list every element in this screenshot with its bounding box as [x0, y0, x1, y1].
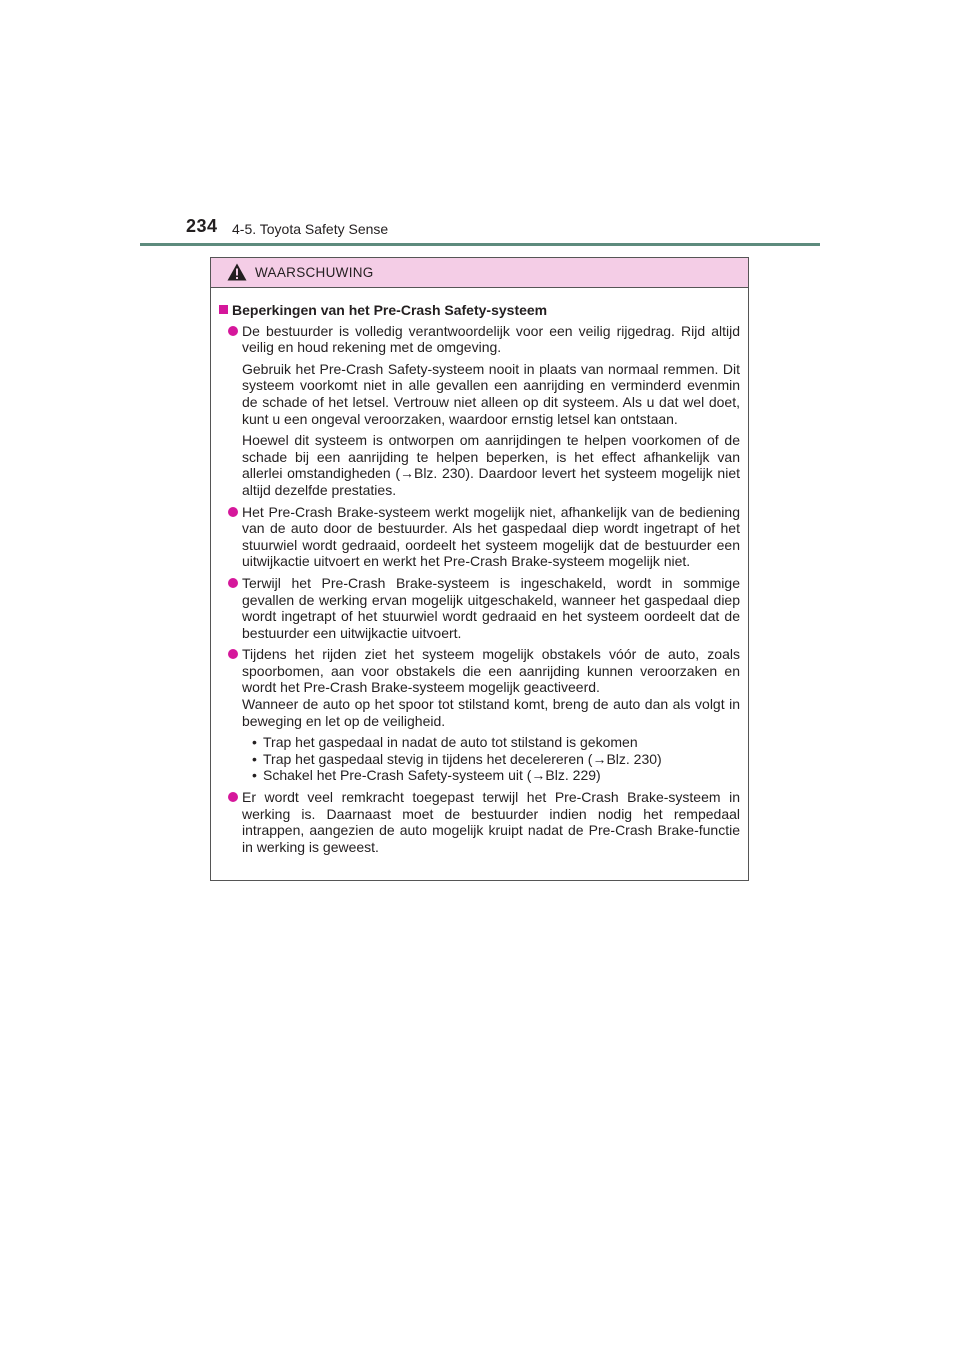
sub-list-item: • Trap het gaspedaal stevig in tijdens het decelereren (→Blz. 230) — [252, 751, 740, 768]
paragraph: Er wordt veel remkracht toegepast terwijl het Pre-Crash Brake-systeem in werking is. Daarnaast moet de bestuurder indien nodig het rempedaal intrappen, aangezien de auto mogelijk kruipt nadat de Pre-Crash Brake-functie in werking is geweest. — [242, 789, 740, 855]
paragraph: Gebruik het Pre-Crash Safety-systeem nooit in plaats van normaal remmen. Dit systeem voorkomt niet in alle gevallen een aanrijding en verminderd evenmin de schade of het letsel. Vertrouw niet alleen op dit systeem. Als u dat wel doet, kunt u een ongeval veroorzaken, waardoor ernstig letsel kan ontstaan. — [242, 360, 740, 427]
section-title: 4-5. Toyota Safety Sense — [232, 221, 389, 237]
sub-list-item: • Schakel het Pre-Crash Safety-systeem uit (→Blz. 229) — [252, 767, 740, 784]
page-number: 234 — [186, 216, 218, 236]
paragraph: Hoewel dit systeem is ontworpen om aanrijdingen te helpen voorkomen of de schade bij een aanrijding te helpen beperken, is het effect afhankelijk van allerlei omstandigheden (→Blz. 230). Daardoor levert het systeem mogelijk niet altijd dezelfde prestaties. — [242, 432, 740, 498]
square-bullet-icon — [219, 305, 228, 314]
list-item — [219, 323, 740, 499]
warning-box — [210, 257, 749, 881]
list-item — [219, 646, 740, 784]
bullet-dot-icon — [228, 578, 238, 588]
list-item — [219, 504, 740, 570]
paragraph: Wanneer de auto op het spoor tot stilstand komt, breng de auto dan als volgt in beweging en let op de veiligheid. — [242, 696, 740, 729]
warning-body — [211, 288, 748, 855]
header-divider — [140, 243, 820, 246]
bullet-dot-icon — [228, 326, 238, 336]
paragraph: Tijdens het rijden ziet het systeem mogelijk obstakels vóór de auto, zoals spoorbomen, aan voor obstakels die een aanrijding kunnen veroorzaken en wordt het Pre-Crash Brake-systeem mogelijk geactiveerd. — [242, 646, 740, 696]
paragraph: Terwijl het Pre-Crash Brake-systeem is ingeschakeld, wordt in sommige gevallen de werking ervan mogelijk uitgeschakeld, wanneer het gaspedaal diep wordt ingetrapt of het stuurwiel wordt gedraaid en het systeem oordeelt dat de bestuurder een uitwijkactie uitvoert. — [242, 574, 740, 641]
sub-list-item: • Trap het gaspedaal in nadat de auto tot stilstand is gekomen — [252, 734, 740, 751]
warning-triangle-icon — [227, 263, 247, 281]
warning-label: WAARSCHUWING — [255, 265, 374, 280]
warning-header — [211, 258, 748, 288]
sub-list — [242, 734, 740, 784]
limitations-heading: Beperkingen van het Pre-Crash Safety-systeem — [219, 302, 740, 319]
list-item — [219, 789, 740, 855]
bullet-dot-icon — [228, 649, 238, 659]
list-item — [219, 575, 740, 641]
page-header — [0, 0, 960, 250]
bullet-dot-icon — [228, 792, 238, 802]
paragraph: Het Pre-Crash Brake-systeem werkt mogelijk niet, afhankelijk van de bediening van de auto door de bestuurder. Als het gaspedaal diep wordt ingetrapt of het stuurwiel wordt gedraaid, oordeelt het systeem mogelijk dat de bestuurder een uitwijkactie uitvoert en werkt het Pre-Crash Brake-systeem mogelijk niet. — [242, 503, 740, 570]
bullet-dot-icon — [228, 507, 238, 517]
paragraph: De bestuurder is volledig verantwoordelijk voor een veilig rijgedrag. Rijd altijd veilig en houd rekening met de omgeving. — [242, 322, 740, 356]
